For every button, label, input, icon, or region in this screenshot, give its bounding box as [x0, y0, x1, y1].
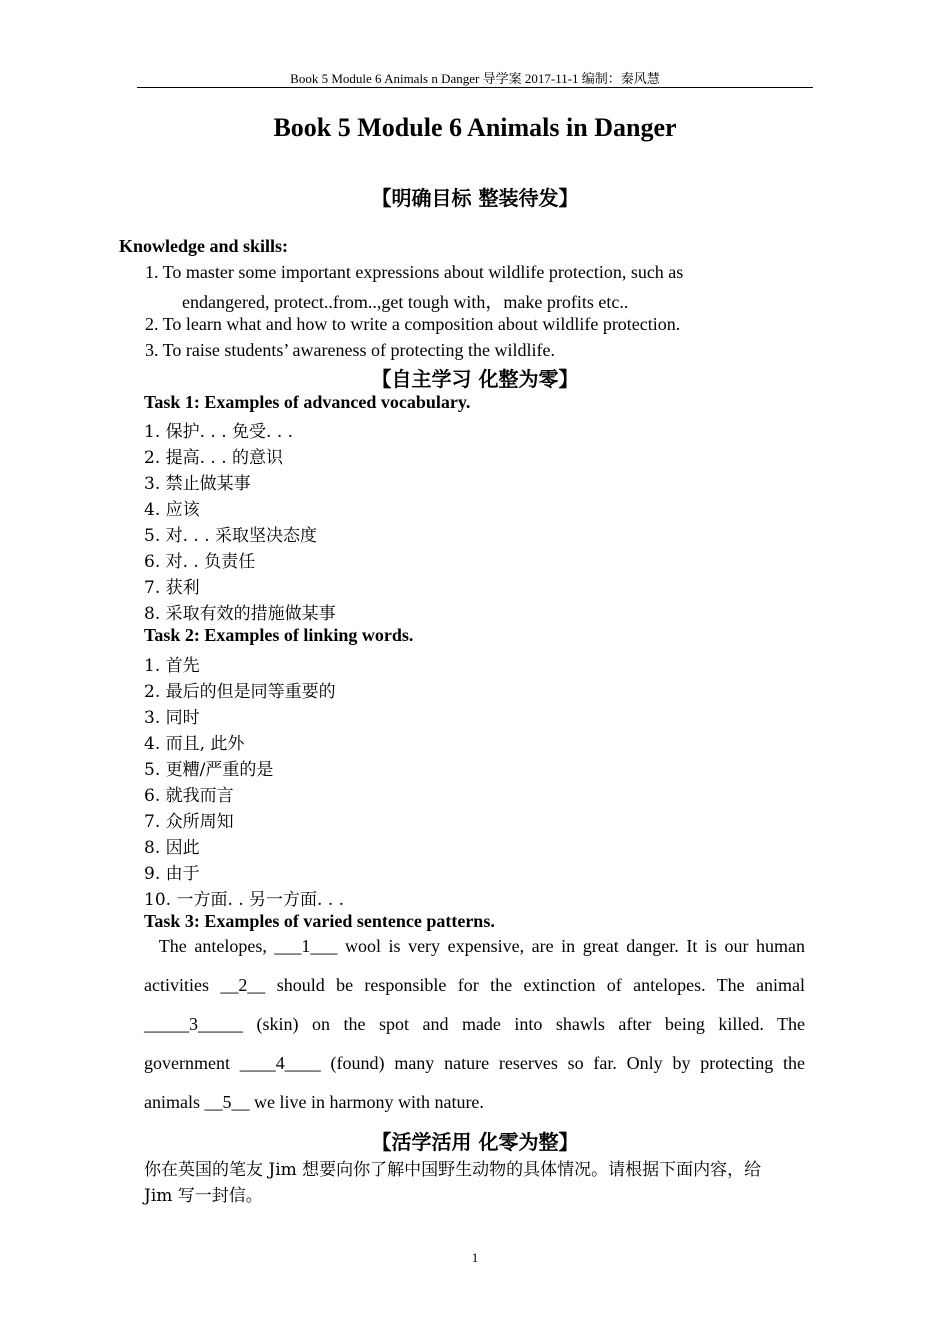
task1-heading: Task 1: Examples of advanced vocabulary.: [144, 392, 471, 412]
task3-passage-line: animals __5__ we live in harmony with nature.: [144, 1092, 484, 1112]
linking-word-item: 2. 最后的但是同等重要的: [144, 682, 336, 702]
task3-passage-line: _____3_____ (skin) on the spot and made into shawls after being killed. The: [144, 1014, 805, 1034]
section-heading-application: 【活学活用 化零为整】: [371, 1130, 579, 1154]
writing-prompt-line: Jim 写一封信。: [144, 1186, 263, 1206]
page-header: Book 5 Module 6 Animals n Danger 导学案 2017-11-1 编制：秦风慧: [290, 71, 660, 86]
vocab-item: 5. 对. . . 采取坚决态度: [144, 526, 318, 546]
knowledge-item: 1. To master some important expressions about wildlife protection, such as: [145, 262, 684, 282]
vocab-item: 1. 保护. . . 免受. . .: [144, 422, 294, 442]
linking-word-item: 10. 一方面. . 另一方面. . .: [144, 890, 345, 910]
vocab-item: 7. 获利: [144, 578, 200, 598]
section-heading-self-study: 【自主学习 化整为零】: [371, 367, 579, 391]
vocab-item: 8. 采取有效的措施做某事: [144, 604, 336, 624]
linking-word-item: 6. 就我而言: [144, 786, 234, 806]
knowledge-item-continuation: endangered, protect..from..,get tough with，make profits etc..: [182, 292, 629, 312]
vocab-item: 6. 对. . 负责任: [144, 552, 256, 572]
document-title: Book 5 Module 6 Animals in Danger: [273, 113, 677, 142]
knowledge-item: 2. To learn what and how to write a composition about wildlife protection.: [145, 314, 681, 334]
task3-heading: Task 3: Examples of varied sentence patterns.: [144, 911, 495, 931]
page-number: 1: [471, 1250, 479, 1265]
section-heading-goals: 【明确目标 整装待发】: [371, 186, 579, 210]
linking-word-item: 5. 更糟/严重的是: [144, 760, 274, 780]
linking-word-item: 8. 因此: [144, 838, 200, 858]
vocab-item: 3. 禁止做某事: [144, 474, 251, 494]
linking-word-item: 3. 同时: [144, 708, 200, 728]
knowledge-heading: Knowledge and skills:: [119, 236, 289, 256]
knowledge-item: 3. To raise students’ awareness of protecting the wildlife.: [145, 340, 555, 360]
task3-passage-line: activities __2__ should be responsible for the extinction of antelopes. The animal: [144, 975, 805, 995]
header-rule: [137, 87, 813, 88]
task3-passage-line: The antelopes, ___1___ wool is very expensive, are in great danger. It is our human: [144, 936, 805, 956]
vocab-item: 4. 应该: [144, 500, 200, 520]
task3-passage-line: government ____4____ (found) many nature reserves so far. Only by protecting the: [144, 1053, 805, 1073]
linking-word-item: 7. 众所周知: [144, 812, 234, 832]
writing-prompt-line: 你在英国的笔友 Jim 想要向你了解中国野生动物的具体情况。请根据下面内容，给: [144, 1160, 762, 1180]
vocab-item: 2. 提高. . . 的意识: [144, 448, 284, 468]
linking-word-item: 9. 由于: [144, 864, 200, 884]
task2-heading: Task 2: Examples of linking words.: [144, 625, 414, 645]
linking-word-item: 1. 首先: [144, 656, 200, 676]
linking-word-item: 4. 而且, 此外: [144, 734, 245, 754]
